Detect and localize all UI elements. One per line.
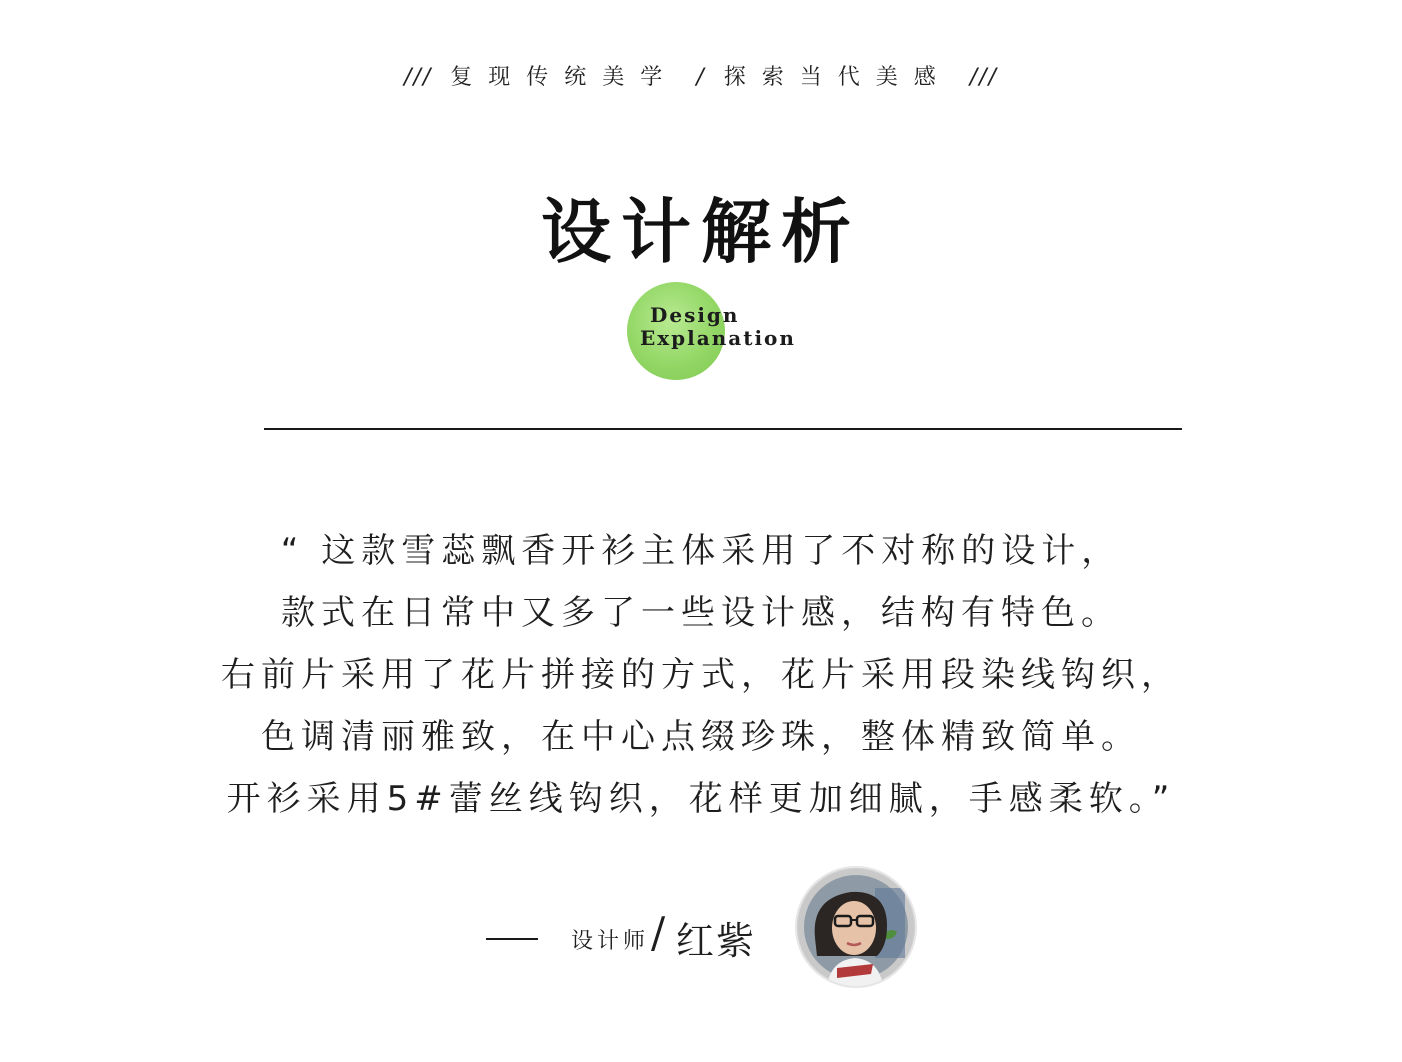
tagline bbox=[0, 60, 1402, 91]
page-title: 设计解析 bbox=[541, 190, 861, 273]
badge-line-design: Design bbox=[650, 303, 740, 327]
quote-line: 款式在日常中又多了一些设计感，结构有特色。 bbox=[281, 593, 1121, 633]
quote-line: 色调清丽雅致，在中心点缀珍珠，整体精致简单。 bbox=[261, 717, 1141, 757]
quote-line: “ 这款雪蕊飘香开衫主体采用了不对称的设计， bbox=[280, 531, 1122, 571]
badge-line-explanation: Explanation bbox=[640, 326, 796, 350]
signature-name: 红紫 bbox=[676, 919, 757, 963]
signature-role: 设计师 bbox=[571, 929, 650, 954]
tagline-slash-left: /// bbox=[404, 65, 433, 90]
tagline-slash-mid: / bbox=[696, 65, 706, 90]
quote-line: 右前片采用了花片拼接的方式，花片采用段染线钩织， bbox=[221, 655, 1181, 695]
quote-line: 开衫采用5#蕾丝线钩织，花样更加细腻，手感柔软。” bbox=[226, 779, 1176, 819]
designer-avatar bbox=[797, 868, 915, 986]
tagline-slash-right: /// bbox=[969, 65, 998, 90]
signature-dash bbox=[486, 938, 538, 940]
signature-slash: / bbox=[651, 908, 666, 957]
design-quote bbox=[0, 520, 1402, 830]
badge-text bbox=[640, 304, 796, 350]
section-divider bbox=[264, 428, 1182, 430]
designer-portrait-icon bbox=[797, 868, 915, 986]
tagline-right-text: 探索当代美感 bbox=[723, 65, 952, 90]
tagline-left-text: 复现传统美学 bbox=[450, 65, 679, 90]
